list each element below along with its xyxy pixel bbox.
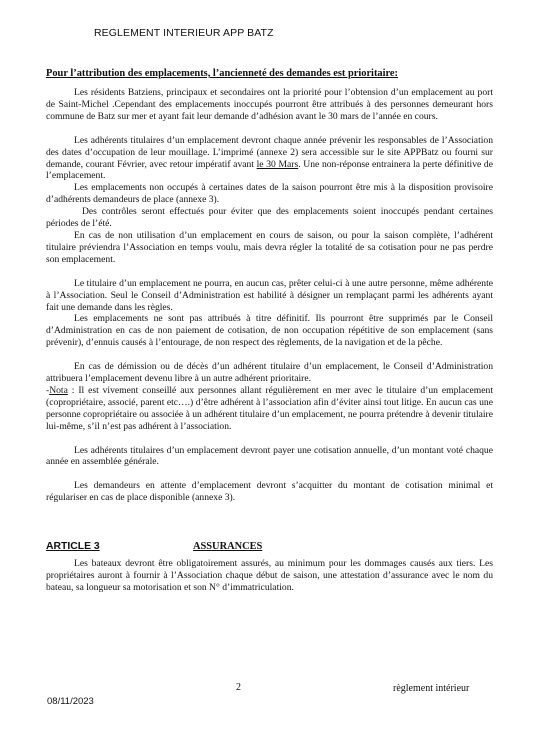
article-label: ARTICLE 3 xyxy=(46,541,100,552)
section-heading: Pour l’attribution des emplacements, l’ancienneté des demandes est prioritaire: xyxy=(46,68,398,79)
paragraph-not-definitive: Les emplacements ne sont pas attribués à titre définitif. Ils pourront être supprimés par le Conseil d’Administration en cas de non paiement de cotisation, de non occupation répétitive de son emplacement (sans prévenir), d’ennuis causés à l’entourage, de non respect des règlements, de la navigation et de la pêche. xyxy=(46,313,493,349)
nota-prefix: - xyxy=(46,384,50,396)
page-number: 2 xyxy=(236,682,241,693)
footer-date: 08/11/2023 xyxy=(47,696,94,707)
document-title: REGLEMENT INTERIEUR APP BATZ xyxy=(94,27,274,39)
paragraph-controls: Des contrôles seront effectués pour éviter que des emplacements soient inoccupés pendant certaines périodes de l’été. xyxy=(46,206,493,230)
paragraph-adherents-dates-b: . Une non-réponse entrainera la perte définitive de l’emplacement. xyxy=(46,158,493,182)
paragraph-adherents-dates-a: Les adhérents titulaires d’un emplacement devront chaque année prévenir les responsables de l’Association des dates d’occupation de leur mouillage. L’imprimé (annexe 2) sera accessible sur le site APPBatz ou fourni sur demande, courant Février, avec retour impératif avant xyxy=(46,134,493,170)
paragraph-resignation: En cas de démission ou de décès d’un adhérent titulaire d’un emplacement, le Conseil d’Administration attribuera l’emplacement devenu libre à un autre adhérent prioritaire. xyxy=(46,361,493,385)
paragraph-nota xyxy=(46,385,493,433)
paragraph-insurance: Les bateaux devront être obligatoirement assurés, au minimum pour les dommages causés aux tiers. Les propriétaires auront à fournir à l’Association chaque début de saison, une attestation d’assurance avec le nom du bateau, sa longueur sa motorisation et son N° d’immatriculation. xyxy=(46,558,493,593)
paragraph-adherents-dates xyxy=(46,135,493,183)
paragraph-non-occupied: Les emplacements non occupés à certaines dates de la saison pourront être mis à la disposition provisoire d’adhérents demandeurs de place (annexe 3). xyxy=(46,182,493,206)
paragraph-non-use: En cas de non utilisation d’un emplacement en cours de saison, ou pour la saison complète, l’adhérent titulaire préviendra l’Association en temps voulu, mais devra régler la totalité de sa cotisation pour ne pas perdre son emplacement. xyxy=(46,229,493,265)
paragraph-lending: Le titulaire d’un emplacement ne pourra, en aucun cas, prêter celui-ci à une autre personne, même adhérente à l’Association. Seul le Conseil d’Administration est habilité à désigner un remplaçant parmi les adhérents ayant fait une demande dans les règles. xyxy=(46,277,493,313)
article-title: ASSURANCES xyxy=(193,541,263,552)
article-3-body xyxy=(46,558,493,594)
nota-label: Nota xyxy=(49,384,68,396)
document-body xyxy=(46,87,493,504)
section-heading-text: Pour l’attribution des emplacements, l’ancienneté des demandes est prioritaire xyxy=(46,68,395,79)
paragraph-cotisation: Les adhérents titulaires d’un emplacement devront payer une cotisation annuelle, d’un montant voté chaque année en assemblée générale. xyxy=(46,444,493,468)
deadline-date: le 30 Mars xyxy=(256,158,299,170)
paragraph-waiting: Les demandeurs en attente d’emplacement devront s’acquitter du montant de cotisation minimal et régulariser en cas de place disponible (annexe 3). xyxy=(46,480,493,504)
article-3-header xyxy=(46,541,493,552)
nota-text: : Il est vivement conseillé aux personnes allant régulièrement en mer avec le titulaire d’un emplacement (copropriétaire, associé, parent etc….) d’être adhérent à l’association afin d’éviter ainsi tout litige. En aucun cas une personne copropriétaire ou associée à un adhérent titulaire d’un emplacement, ne pourra prétendre à devenir titulaire lui-même, s’il n’est pas adhérent à l’association. xyxy=(46,384,493,432)
paragraph-residents: Les résidents Batziens, principaux et secondaires ont la priorité pour l’obtension d’un emplacement au port de Saint-Michel .Cependant des emplacements inoccupés pourront être attribués à des personnes demeurant hors commune de Batz sur mer et ayant fait leur demande d’adhésion avant le 30 mars de l’année en cours. xyxy=(46,87,493,122)
footer-label: règlement intérieur xyxy=(393,683,470,694)
